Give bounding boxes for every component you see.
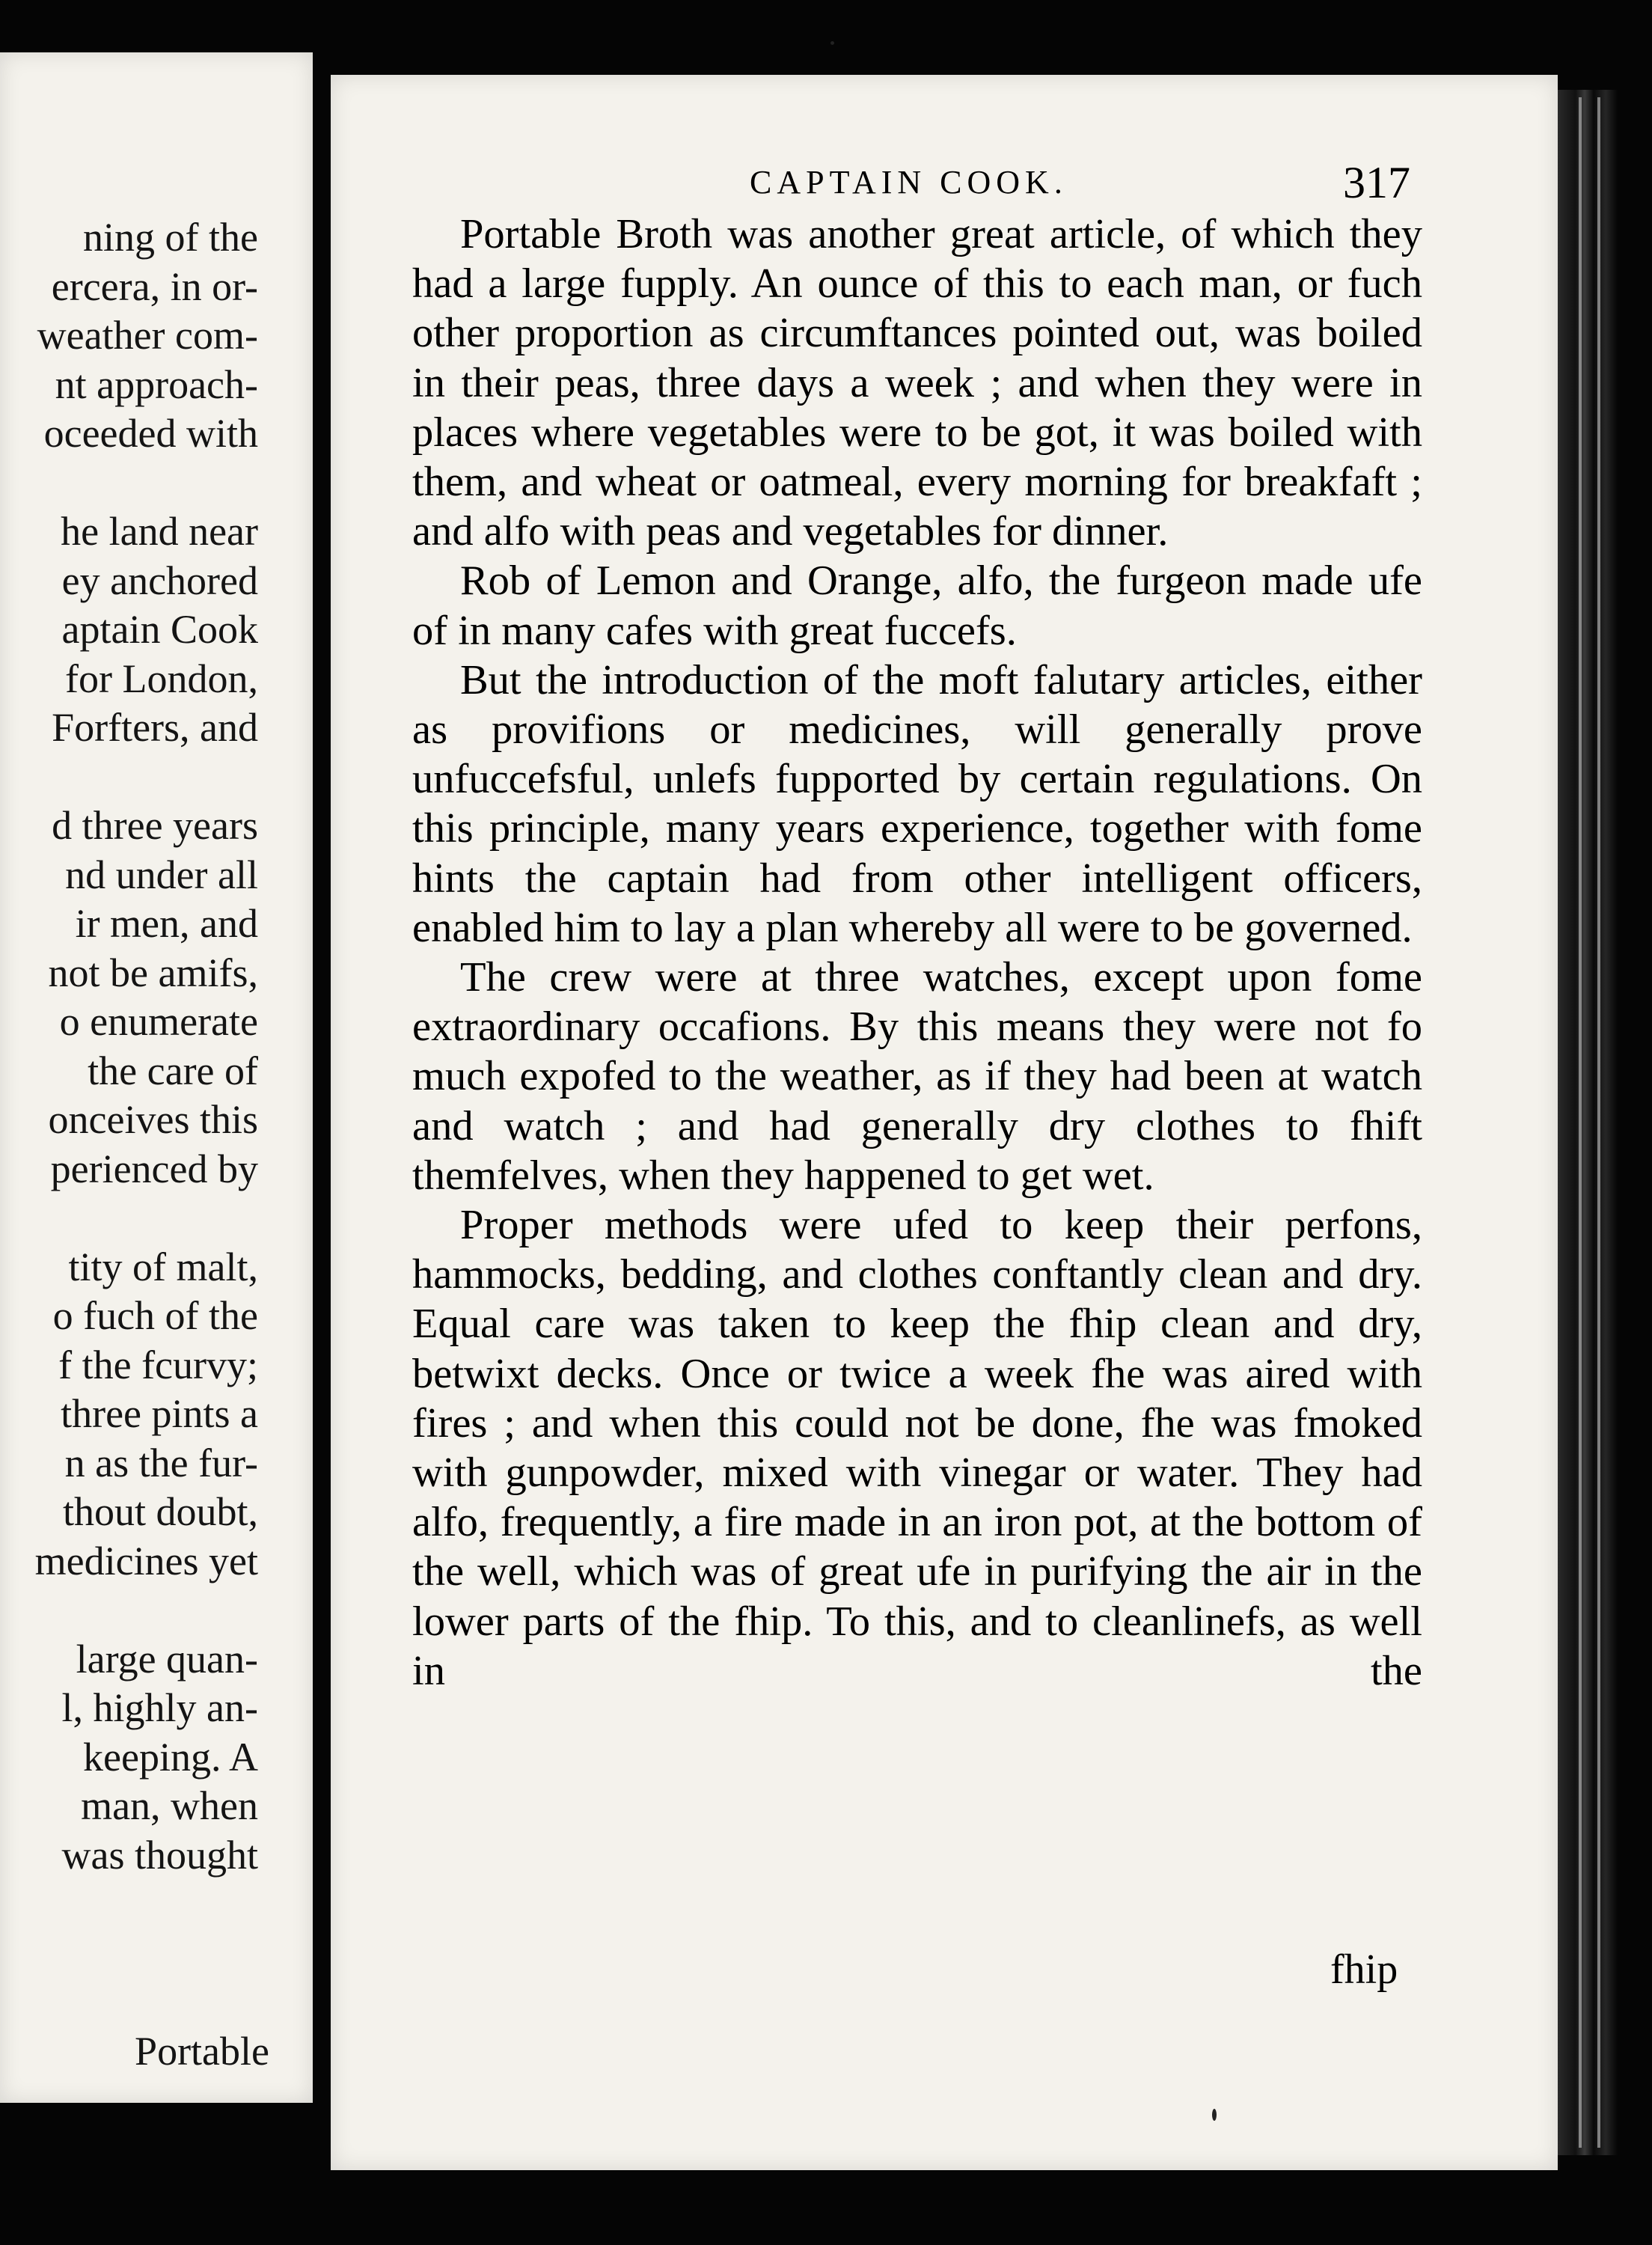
running-head: CAPTAIN COOK.: [750, 164, 1068, 201]
left-page-line: o enumerate: [59, 999, 258, 1044]
left-page-line: d three years: [52, 803, 258, 848]
left-page-line: medicines yet: [34, 1538, 258, 1583]
left-page-text: [0, 213, 258, 1880]
left-page-line: not be amifs,: [48, 950, 258, 995]
paragraph: Portable Broth was another great article, of which they had a large fupply. An ounce of this to each man, or fuch other proportion as circumftances pointed out, was boiled in their peas, three days a week ; and when they were in places where vegetables were to be got, it was boiled with them, and wheat or oatmeal, every morning for breakfaft ; and alfo with peas and vegetables for dinner.: [412, 211, 1422, 555]
left-page-line: nd under all: [65, 852, 258, 897]
right-catchword: fhip: [1330, 1946, 1398, 1993]
paragraph: Rob of Lemon and Orange, alfo, the furgeon made ufe of in many cafes with great fuccefs.: [412, 558, 1422, 654]
left-page-line: three pints a: [61, 1391, 258, 1436]
left-page-line: oceeded with: [43, 411, 258, 456]
left-page-line: n as the fur-: [64, 1440, 258, 1485]
page-edge-line: [1597, 97, 1600, 2148]
paragraph: Proper methods were ufed to keep their perfons, hammocks, bedding, and clothes conftantly clean and dry. Equal care was taken to keep the fhip clean and dry, betwixt decks. Once or twice a week fhe was aired with fires ; and when this could not be done, fhe was fmoked with gunpowder, mixed with vinegar or water. They had alfo, frequently, a fire made in an iron pot, at the bottom of the well, which was of great ufe in purifying the air in the lower parts of the fhip. To this, and to cleanlinefs, as well in the: [412, 1202, 1422, 1694]
left-page-line: nt approach-: [55, 361, 258, 407]
left-page-line: thout doubt,: [62, 1489, 258, 1534]
paper-speck: [830, 41, 834, 45]
left-page-line: f the fcurvy;: [58, 1342, 258, 1387]
left-page-line: [0, 753, 258, 802]
page-number: 317: [1343, 158, 1410, 207]
left-page-line: for London,: [65, 656, 258, 701]
left-page-line: ercera, in or-: [51, 263, 258, 309]
left-page-line: perienced by: [50, 1146, 258, 1191]
left-page-line: was thought: [61, 1832, 258, 1878]
left-page-line: [0, 1194, 258, 1243]
book-edge: [1558, 90, 1618, 2155]
left-page-line: keeping. A: [83, 1734, 258, 1780]
left-page-line: [0, 1586, 258, 1635]
left-page-line: the care of: [88, 1048, 258, 1093]
paragraph: The crew were at three watches, except upon fome extraordinary occafions. By this means they were not fo much expofed to the weather, as if they had been at watch and watch ; and had generally dry clothes to fhift themfelves, when they happened to get wet.: [412, 954, 1422, 1199]
page-edge-line: [1579, 97, 1582, 2148]
main-text: [412, 210, 1422, 1696]
left-page-line: he land near: [61, 509, 258, 554]
left-page-line: tity of malt,: [68, 1244, 258, 1289]
left-page-line: [0, 459, 258, 508]
paragraph: But the introduction of the moft falutary articles, either as provifions or medicines, will generally prove unfuccefsful, unlefs fupported by certain regulations. On this principle, many years experience, together with fome hints the captain had from other intelligent officers, enabled him to lay a plan whereby all were to be governed.: [412, 656, 1422, 951]
left-page-line: man, when: [81, 1783, 258, 1828]
left-page-line: ir men, and: [75, 901, 258, 946]
left-page-line: weather com-: [37, 313, 258, 358]
left-page-line: onceives this: [48, 1097, 258, 1142]
left-catchword: Portable: [135, 2029, 269, 2074]
left-page: [0, 52, 313, 2103]
left-page-line: large quan-: [76, 1636, 258, 1682]
left-page-line: aptain Cook: [61, 607, 258, 652]
left-page-line: ning of the: [83, 215, 258, 260]
left-page-line: ey anchored: [61, 558, 258, 603]
left-page-line: Forfters, and: [52, 705, 258, 750]
left-page-line: l, highly an-: [61, 1685, 258, 1730]
paper-speck: [1212, 2109, 1217, 2121]
left-page-line: o fuch of the: [52, 1293, 258, 1338]
